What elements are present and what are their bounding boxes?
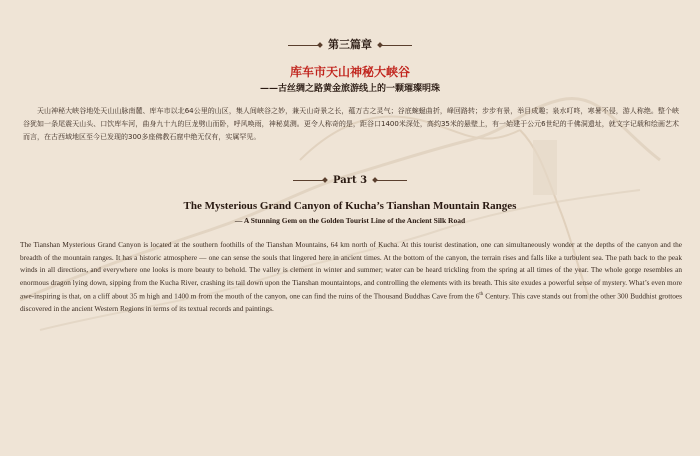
cn-subtitle: ——古丝绸之路黄金旅游线上的一颗璀璨明珠 (259, 84, 440, 94)
en-title: The Mysterious Grand Canyon of Kucha’s Tianshan Mountain Ranges (183, 200, 517, 212)
en-body-text-1: The Tianshan Mysterious Grand Canyon is located at the southern foothills of the Tianshan Mountains, 64 km north of Kucha. At this tourist destination, one can simultaneously wonder at the depths of the canyon and the breadth of the mountain ranges. It has a historic atmosphere — one can sense the souls that lingered here in ancient times. At the bottom of the canyon, the terrain rises and falls like a turbulent sea. The path back to the peak winds in all directions, and everywhere one looks is more beauty to behold. The valley is clement in winter and summer; water can be heard trickling from the spring at all times of the year. The whole gorge resembles an enormous dragon lying down, sipping from the Kucha River, crashing its tail down upon the Tianshan mountaintops, and controlling the elements with its breath. This site exudes a powerful sense of mystery. What’s even more awe-inspiring is that, on a cliff about 35 m high and 1400 m from the mouth of the canyon, one can find the ruins of the Thousand Buddhas Cave from the 6 (20, 240, 682, 301)
heading-divider-left (293, 180, 325, 181)
en-subtitle: — A Stunning Gem on the Golden Tourist Line of the Ancient Silk Road (234, 216, 466, 225)
cn-body-paragraph: 天山神秘大峡谷地处天山山脉南麓、库车市以北64公里的山区，集人间峡谷之妙，兼天山奇景之长，蕴万古之灵气；谷底蜿蜒曲折，峰回路转；步步有景，举目成趣；泉水叮咚，寒暑不侵，游人称绝。整个峡谷犹如一条尾震天山头、口饮库车河，曲身九十九的巨龙劈山而卧，呼风唤雨，神秘莫测。更令人称奇的是，距谷口1400米深处，高约35米的悬壁上，有一始建于公元6世纪的千佛洞遗址，就文字记载和绘画艺术而言，在古西域地区至今已发现的300多座佛教石窟中绝无仅有，实属罕见。 (23, 107, 679, 141)
en-body-text-2: Century. This cave stands out from the other 300 Buddhist grottoes discovered in the ancient Western Regions in terms of its textual records and paintings. (20, 291, 682, 314)
cn-section-label: 第三篇章 (328, 38, 372, 51)
cn-title: 库车市天山神秘大峡谷 (289, 65, 410, 79)
heading-divider-right (375, 180, 407, 181)
cn-section-heading (0, 36, 700, 52)
en-section-heading (0, 175, 700, 186)
en-body-superscript: th (479, 292, 484, 298)
en-body-paragraph (20, 239, 682, 316)
heading-divider-left (288, 45, 320, 46)
heading-divider-right (380, 45, 412, 46)
en-section-label: Part 3 (332, 175, 368, 186)
